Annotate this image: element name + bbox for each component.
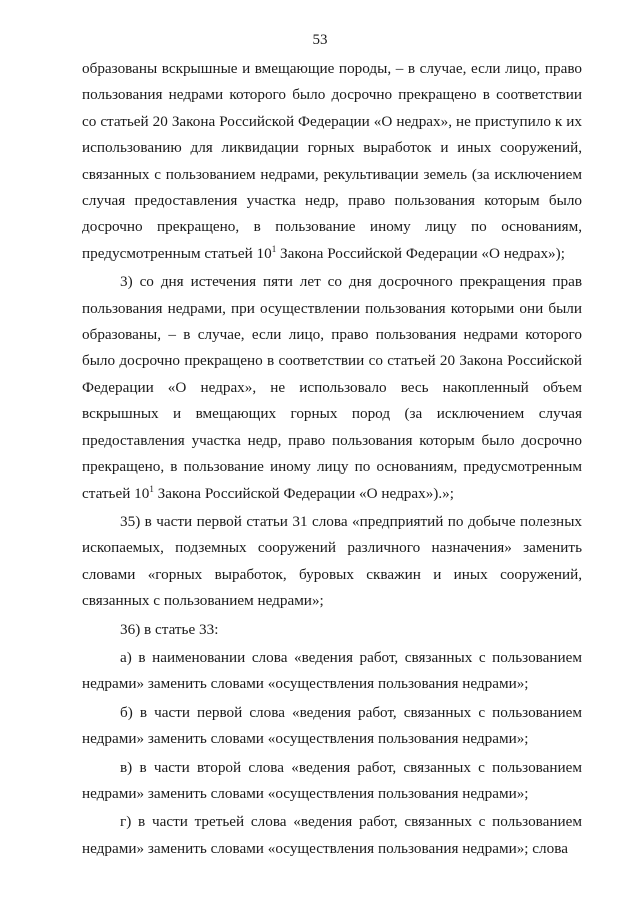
paragraph-subitem-v: в) в части второй слова «ведения работ, связанных с пользованием недрами» заменить словами «осуществления пользования недрами»; <box>82 758 582 802</box>
page-number: 53 <box>312 32 328 48</box>
paragraph-item-3: 3) со дня истечения пяти лет со дня досрочного прекращения прав пользования недрами, при осуществлении пользования которыми они были образованы, – в случае, если лицо, право пользования недрами которого было досрочно прекращено в соответствии со статьей 20 Закона Российской Федерации «О недрах», не использовало весь накопленный объем вскрышных и вмещающих горных пород (за исключением случая предоставления участка недр, право пользования которым было досрочно прекращено, в пользование иному лицу по основаниям, предусмотренным статьей $10^1$ Закона Российской Федерации «О недрах»).»; <box>82 273 582 502</box>
paragraph-item-36: 36) в статье 33: <box>120 620 219 638</box>
paragraph-continuation: образованы вскрышные и вмещающие породы, – в случае, если лицо, право пользования недрами которого было досрочно прекращено в соответствии со статьей 20 Закона Российской Федерации «О недрах», не приступило к их использованию для ликвидации горных выработок и иных сооружений, связанных с пользованием недрами, рекультивации земель (за исключением случая предоставления участка недр, право пользования которым было досрочно прекращено, в пользование иному лицу по основаниям, предусмотренным статьей $10^1$ Закона Российской Федерации «О недрах»); <box>82 60 582 262</box>
paragraph-item-35: 35) в части первой статьи 31 слова «предприятий по добыче полезных ископаемых, подземных сооружений различного назначения» заменить словами «горных выработок, буровых скважин и иных сооружений, связанных с пользованием недрами»; <box>82 512 582 610</box>
superscript: 1 <box>271 243 277 254</box>
paragraph-subitem-b: б) в части первой слова «ведения работ, связанных с пользованием недрами» заменить словами «осуществления пользования недрами»; <box>82 703 582 748</box>
document-body <box>82 56 582 862</box>
paragraph-subitem-a: а) в наименовании слова «ведения работ, связанных с пользованием недрами» заменить словами «осуществления пользования недрами»; <box>82 648 582 693</box>
paragraph-subitem-g: г) в части третьей слова «ведения работ, связанных с пользованием недрами» заменить словами «осуществления пользования недрами»; слова <box>82 813 582 857</box>
superscript: 1 <box>149 483 154 494</box>
